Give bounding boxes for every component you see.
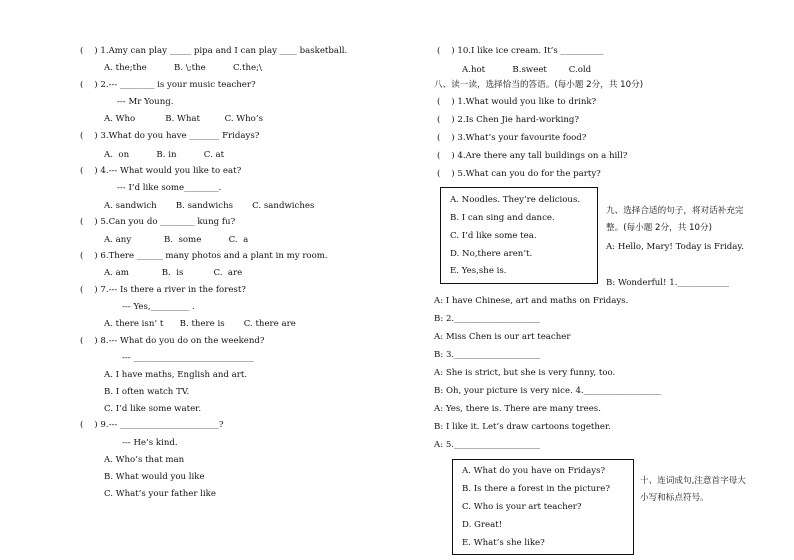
s8-question-1: ( ) 1.What would you like to drink? xyxy=(437,97,597,107)
question-10-options: A.hot B.sweet C.old xyxy=(462,65,592,75)
question-8-option-c: C. I’d like some water. xyxy=(104,404,202,414)
dialogue-line: A: I have Chinese, art and maths on Fridays. xyxy=(434,296,629,306)
s8-option-c: C. I’d like some tea. xyxy=(450,231,537,241)
section-9-title: 九、选择合适的句子，将对话补充完整。(每小题 2分，共 10分) xyxy=(606,206,744,233)
question-8: ( ) 8.--- What do you do on the weekend? xyxy=(80,336,265,346)
s8-question-4: ( ) 4.Are there any tall buildings on a hill? xyxy=(437,151,628,161)
s8-option-b: B. I can sing and dance. xyxy=(450,213,555,223)
question-1-options: A. the;the B. \;the C.the;\ xyxy=(104,63,262,73)
question-9: ( ) 9.--- _______________________? xyxy=(80,420,224,430)
dialogue-line: A: She is strict, but she is very funny, too. xyxy=(434,368,616,378)
s8-option-a: A. Noodles. They’re delicious. xyxy=(450,195,581,205)
question-8-option-b: B. I often watch TV. xyxy=(104,387,190,397)
question-4-options: A. sandwich B. sandwichs C. sandwiches xyxy=(104,201,315,211)
dialogue-line: A: Miss Chen is our art teacher xyxy=(434,332,571,342)
question-6: ( ) 6.There ______ many photos and a plant in my room. xyxy=(80,251,328,261)
question-4: ( ) 4.--- What would you like to eat? xyxy=(80,166,242,176)
section-8-title: 八、读一读，选择恰当的答语。(每小题 2分，共 10分) xyxy=(434,80,644,90)
section-10-title: 十、连词成句,注意首字母大小写和标点符号。 xyxy=(640,476,746,503)
s8-question-5: ( ) 5.What can you do for the party? xyxy=(437,169,601,179)
question-8-option-a: A. I have maths, English and art. xyxy=(104,370,248,380)
question-9-reply: --- He’s kind. xyxy=(122,438,178,448)
s9-option-a: A. What do you have on Fridays? xyxy=(462,466,606,476)
dialogue-line: A: Yes, there is. There are many trees. xyxy=(434,404,601,414)
dialogue-b1: B: Wonderful! 1.____________ xyxy=(606,278,730,288)
question-10: ( ) 10.I like ice cream. It’s __________ xyxy=(437,46,604,56)
question-5: ( ) 5.Can you do ________ kung fu? xyxy=(80,217,236,227)
section-9-dialogue-start: A: Hello, Mary! Today is Friday. xyxy=(606,242,744,252)
s8-option-d: D. No,there aren’t. xyxy=(450,249,533,259)
question-4-reply: --- I’d like some________. xyxy=(117,183,222,193)
question-3-options: A. on B. in C. at xyxy=(104,150,225,160)
s9-option-e: E. What’s she like? xyxy=(462,538,545,548)
question-9-option-a: A. Who’s that man xyxy=(104,455,185,465)
s8-question-3: ( ) 3.What’s your favourite food? xyxy=(437,133,587,143)
question-7-options: A. there isn’ t B. there is C. there are xyxy=(104,319,296,329)
question-1: ( ) 1.Amy can play _____ pipa and I can play ____ basketball. xyxy=(80,46,348,56)
s9-option-c: C. Who is your art teacher? xyxy=(462,502,582,512)
question-9-option-b: B. What would you like xyxy=(104,472,205,482)
question-6-options: A. am B. is C. are xyxy=(104,268,243,278)
question-7: ( ) 7.--- Is there a river in the forest? xyxy=(80,285,246,295)
dialogue-line: B: 3.____________________ xyxy=(434,350,541,360)
dialogue-line: B: I like it. Let’s draw cartoons together. xyxy=(434,422,611,432)
dialogue-line: B: Oh, your picture is very nice. 4.__________________ xyxy=(434,386,662,396)
s8-question-2: ( ) 2.Is Chen Jie hard-working? xyxy=(437,115,579,125)
question-8-reply: --- ____________________________ xyxy=(122,353,254,363)
dialogue-line: A: 5.____________________ xyxy=(434,440,540,450)
question-7-reply: --- Yes,_________ . xyxy=(122,302,195,312)
question-2: ( ) 2.--- ________ is your music teacher? xyxy=(80,80,256,90)
question-5-options: A. any B. some C. a xyxy=(104,235,249,245)
question-9-option-c: C. What’s your father like xyxy=(104,489,216,499)
s8-option-e: E. Yes,she is. xyxy=(450,266,507,276)
s9-option-b: B. Is there a forest in the picture? xyxy=(462,484,610,494)
question-3: ( ) 3.What do you have _______ Fridays? xyxy=(80,131,260,141)
s9-option-d: D. Great! xyxy=(462,520,503,530)
question-2-options: A. Who B. What C. Who’s xyxy=(104,114,263,124)
question-2-reply: --- Mr Young. xyxy=(117,97,174,107)
dialogue-line: B: 2.____________________ xyxy=(434,314,541,324)
